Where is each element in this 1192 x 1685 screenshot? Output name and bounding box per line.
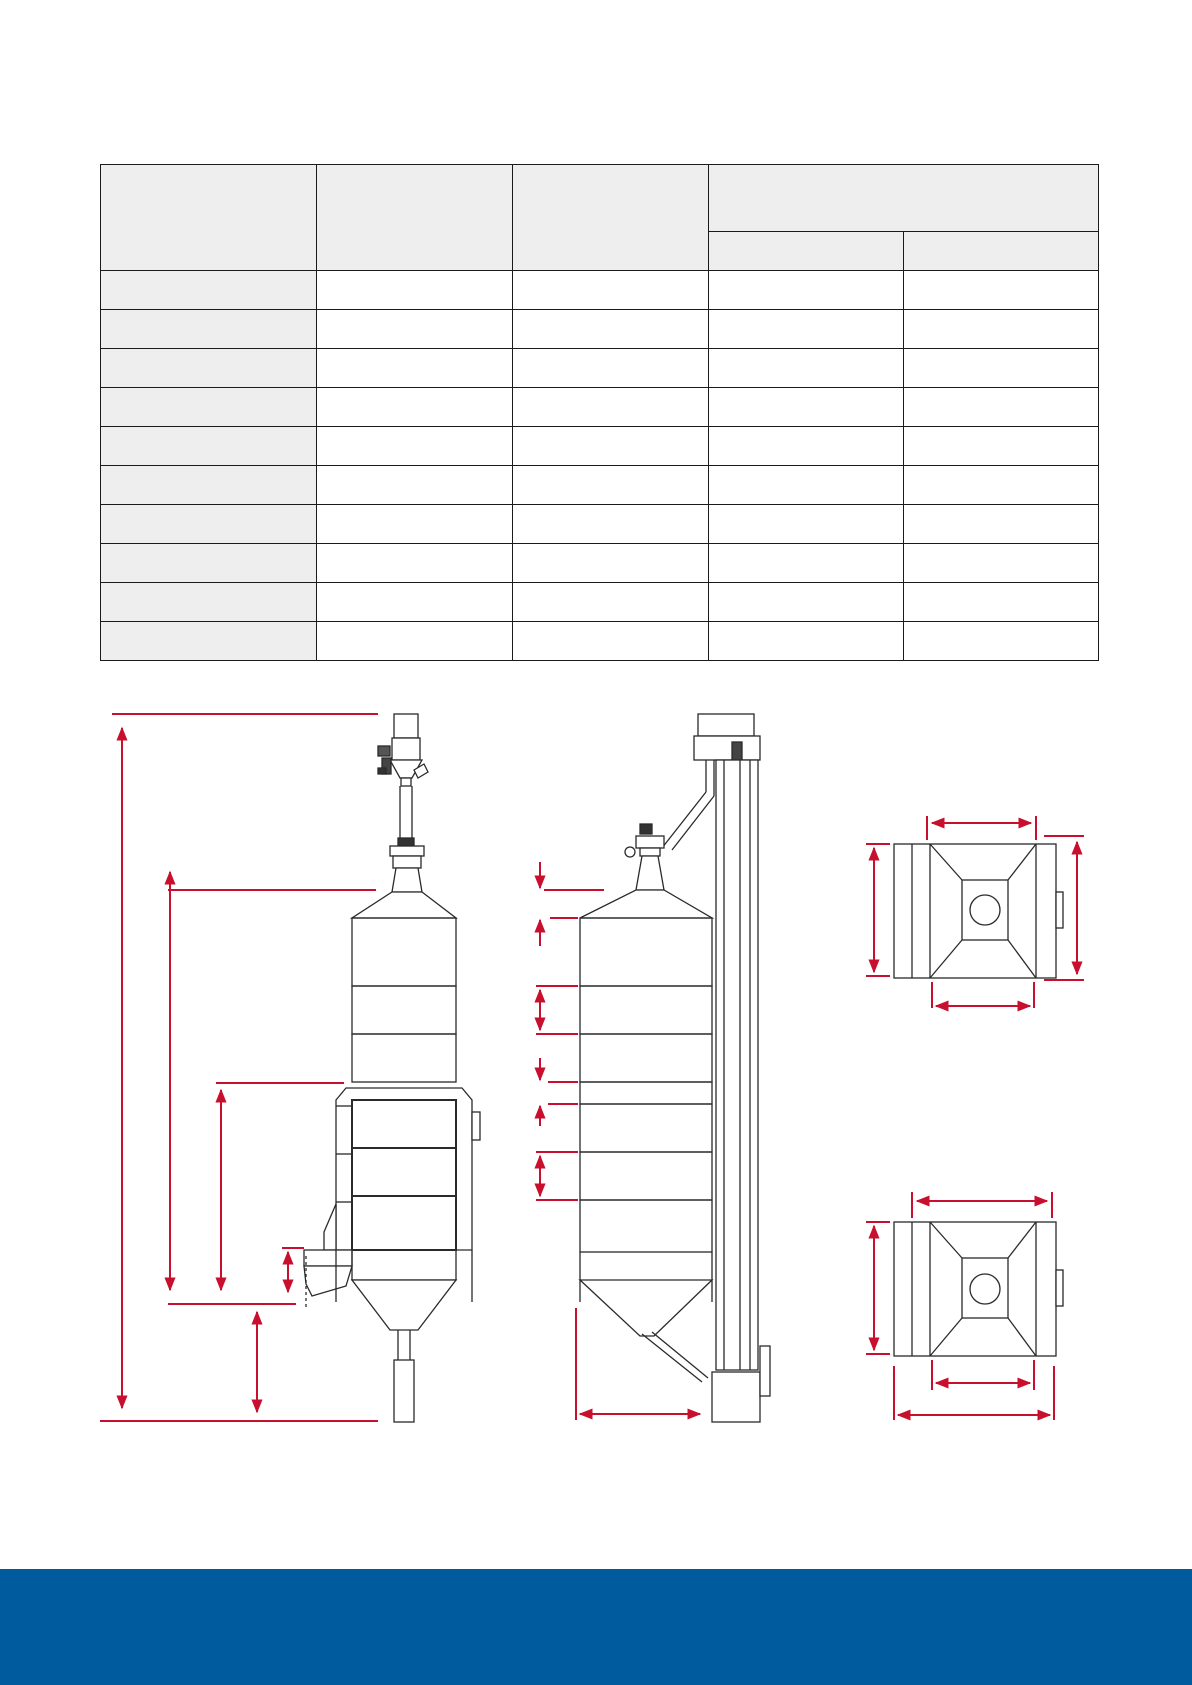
footer-band — [0, 1569, 1192, 1685]
front-elevation-drawing — [304, 714, 480, 1422]
side-elevation-dimensions — [536, 862, 700, 1420]
front-elevation-dimensions — [100, 714, 378, 1421]
side-elevation-drawing — [580, 714, 770, 1422]
top-plan-view-lower — [894, 1222, 1063, 1356]
top-plan-view-upper — [894, 844, 1063, 978]
